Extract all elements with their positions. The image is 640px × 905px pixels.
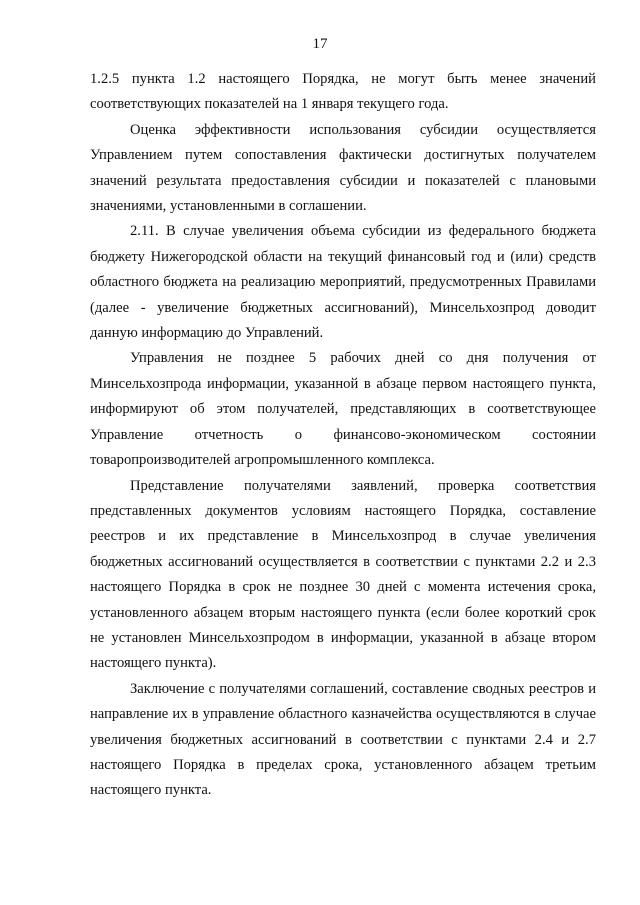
- paragraph-notification: Управления не позднее 5 рабочих дней со дня получения от Минсельхозпрода информации, указанной в абзаце первом настоящего пункта, информируют об этом получателей, представляющих в соответствующее Управление отчетность о финансово-экономическом состоянии товаропроизводителей агропромышленного комплекса.: [90, 350, 596, 469]
- page-number: 17: [312, 36, 328, 52]
- paragraph-agreements: Заключение с получателями соглашений, составление сводных реестров и направление их в управление областного казначейства осуществляются в случае увеличения бюджетных ассигнований в соответствии с пунктами 2.4 и 2.7 настоящего Порядка в пределах срока, установленного абзацем третьим настоящего пункта.: [90, 680, 596, 799]
- document-body: [90, 67, 596, 804]
- paragraph-continuation: 1.2.5 пункта 1.2 настоящего Порядка, не могут быть менее значений соответствующих показателей на 1 января текущего года.: [90, 71, 596, 113]
- paragraph-efficiency-assessment: Оценка эффективности использования субсидии осуществляется Управлением путем сопоставления фактически достигнутых получателем значений результата предоставления субсидии и показателей с плановыми значениями, установленными в соглашении.: [90, 121, 596, 215]
- paragraph-clause-2-11: 2.11. В случае увеличения объема субсидии из федерального бюджета бюджету Нижегородской области на текущий финансовый год и (или) средств областного бюджета на реализацию мероприятий, предусмотренных Правилами (далее - увеличение бюджетных ассигнований), Минсельхозпрод доводит данную информацию до Управлений.: [90, 223, 596, 342]
- paragraph-submission: Представление получателями заявлений, проверка соответствия представленных документов условиям настоящего Порядка, составление реестров и их представление в Минсельхозпрод в случае увеличения бюджетных ассигнований осуществляется в соответствии с пунктами 2.2 и 2.3 настоящего Порядка в срок не позднее 30 дней с момента истечения срока, установленного абзацем вторым настоящего пункта (если более короткий срок не установлен Минсельхозпродом в информации, указанной в абзаце втором настоящего пункта).: [90, 477, 596, 672]
